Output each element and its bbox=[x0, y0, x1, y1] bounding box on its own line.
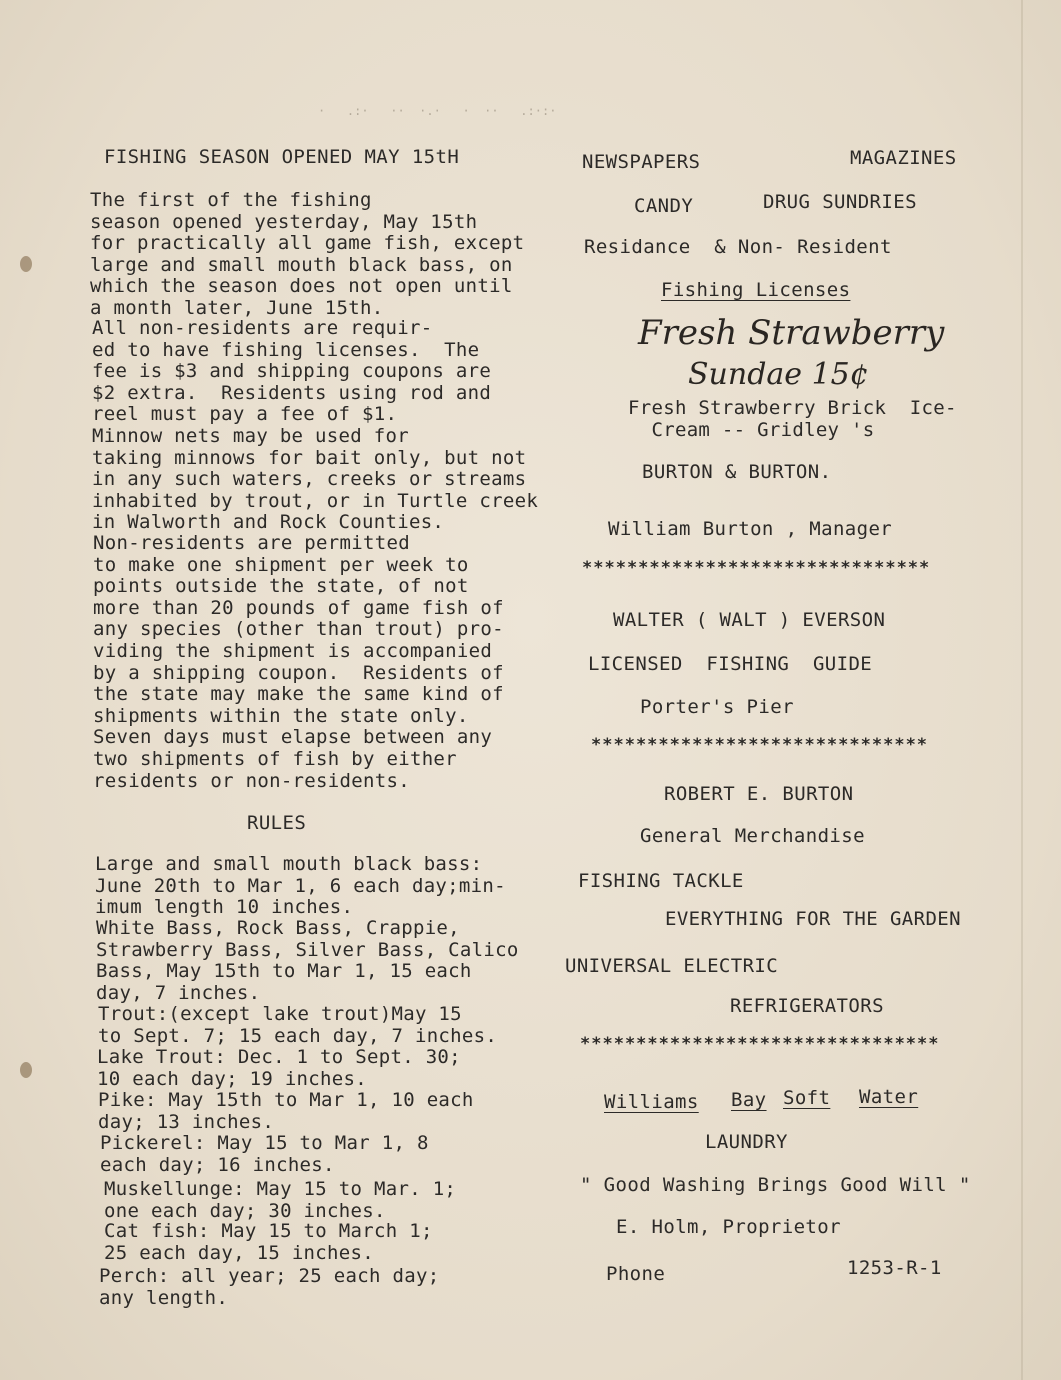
residence-line: Residance & Non- Resident bbox=[584, 236, 892, 258]
paragraph-licenses: All non-residents are requir- ed to have fishing licenses. The fee is $3 and shipping coupons are $2 extra. Residents using rod and reel must pay a fee of $1. bbox=[92, 317, 492, 426]
guide-title: LICENSED FISHING GUIDE bbox=[588, 653, 873, 675]
fishing-tackle: FISHING TACKLE bbox=[578, 870, 744, 892]
laundry-word-bay: Bay bbox=[731, 1089, 767, 1111]
manager-line: William Burton , Manager bbox=[608, 518, 893, 540]
separator-stars: ******************************* bbox=[582, 558, 931, 578]
magazines-label: MAGAZINES bbox=[850, 147, 957, 169]
separator-stars: ****************************** bbox=[591, 735, 929, 755]
burton-and-burton: BURTON & BURTON. bbox=[642, 461, 832, 483]
rule-pickerel: Pickerel: May 15 to Mar 1, 8 each day; 16 inches. bbox=[100, 1132, 429, 1176]
handwritten-line-2: Sundae 15¢ bbox=[688, 357, 869, 392]
rule-pike: Pike: May 15th to Mar 1, 10 each day; 13 inches. bbox=[98, 1089, 474, 1133]
refrigerators: REFRIGERATORS bbox=[730, 995, 884, 1017]
rule-lake-trout: Lake Trout: Dec. 1 to Sept. 30; 10 each day; 19 inches. bbox=[97, 1046, 461, 1090]
rule-cat-fish: Cat fish: May 15 to March 1; 25 each day, 15 inches. bbox=[104, 1220, 433, 1264]
paragraph-shipments: Non-residents are permitted to make one shipment per week to points outside the state, of not more than 20 pounds of game fish of any species (other than trout) pro- viding the shipment is accompanied by a shipping coupon. Residents of the state may make the same kind of shipments within the state only. Seven days must elapse between any two shipments of fish by either residents or non-residents. bbox=[93, 532, 504, 792]
rule-muskellunge: Muskellunge: May 15 to Mar. 1; one each day; 30 inches. bbox=[104, 1178, 457, 1222]
paragraph-minnow-nets: Minnow nets may be used for taking minnows for bait only, but not in any such waters, creeks or streams inhabited by trout, or in Turtle creek in Walworth and Rock Counties. bbox=[92, 425, 539, 534]
laundry-word-soft: Soft bbox=[783, 1087, 831, 1109]
general-merchandise: General Merchandise bbox=[640, 825, 865, 847]
separator-stars: ******************************** bbox=[580, 1034, 940, 1054]
rule-trout: Trout:(except lake trout)May 15 to Sept. 7; 15 each day, 7 inches. bbox=[98, 1003, 498, 1047]
faint-bleed-through: · .:· ·· ·.· · ·· .:·:· bbox=[318, 104, 557, 118]
laundry-word-williams: Williams bbox=[604, 1091, 699, 1113]
paragraph-season: The first of the fishing season opened yesterday, May 15th for practically all game fish, except large and small mouth black bass, on which the season does not open until a month later, June 15th. bbox=[90, 189, 525, 319]
store-name: ROBERT E. BURTON bbox=[664, 783, 854, 805]
rules-heading: RULES bbox=[247, 812, 307, 834]
universal-electric: UNIVERSAL ELECTRIC bbox=[565, 955, 779, 977]
rule-perch: Perch: all year; 25 each day; any length. bbox=[99, 1265, 440, 1309]
phone-number: 1253-R-1 bbox=[847, 1257, 942, 1279]
laundry-word-water: Water bbox=[859, 1086, 919, 1108]
candy-label: CANDY bbox=[634, 195, 694, 217]
binder-hole-mark bbox=[20, 1062, 32, 1078]
proprietor-line: E. Holm, Proprietor bbox=[616, 1216, 841, 1238]
laundry-slogan: " Good Washing Brings Good Will " bbox=[580, 1174, 971, 1196]
newspapers-label: NEWSPAPERS bbox=[582, 151, 701, 173]
handwritten-strawberry-sundae bbox=[630, 306, 945, 398]
binder-hole-mark bbox=[20, 256, 32, 272]
ice-cream-text: Fresh Strawberry Brick Ice- Cream -- Gridley 's bbox=[628, 397, 957, 441]
laundry-label: LAUNDRY bbox=[705, 1131, 788, 1153]
garden-line: EVERYTHING FOR THE GARDEN bbox=[665, 908, 961, 930]
rule-black-bass: Large and small mouth black bass: June 20th to Mar 1, 6 each day;min- imum length 10 inches. bbox=[95, 853, 506, 919]
phone-label: Phone bbox=[606, 1263, 666, 1285]
paper-fold-line bbox=[1021, 0, 1023, 1380]
fishing-licenses-label: Fishing Licenses bbox=[661, 279, 851, 301]
drug-sundries-label: DRUG SUNDRIES bbox=[763, 191, 917, 213]
handwritten-line-1: Fresh Strawberry bbox=[638, 313, 945, 353]
headline: FISHING SEASON OPENED MAY 15tH bbox=[104, 146, 460, 168]
guide-name: WALTER ( WALT ) EVERSON bbox=[613, 609, 886, 631]
guide-location: Porter's Pier bbox=[640, 696, 794, 718]
rule-white-bass: White Bass, Rock Bass, Crappie, Strawberry Bass, Silver Bass, Calico Bass, May 15th to Mar 1, 15 each day, 7 inches. bbox=[96, 917, 519, 1004]
